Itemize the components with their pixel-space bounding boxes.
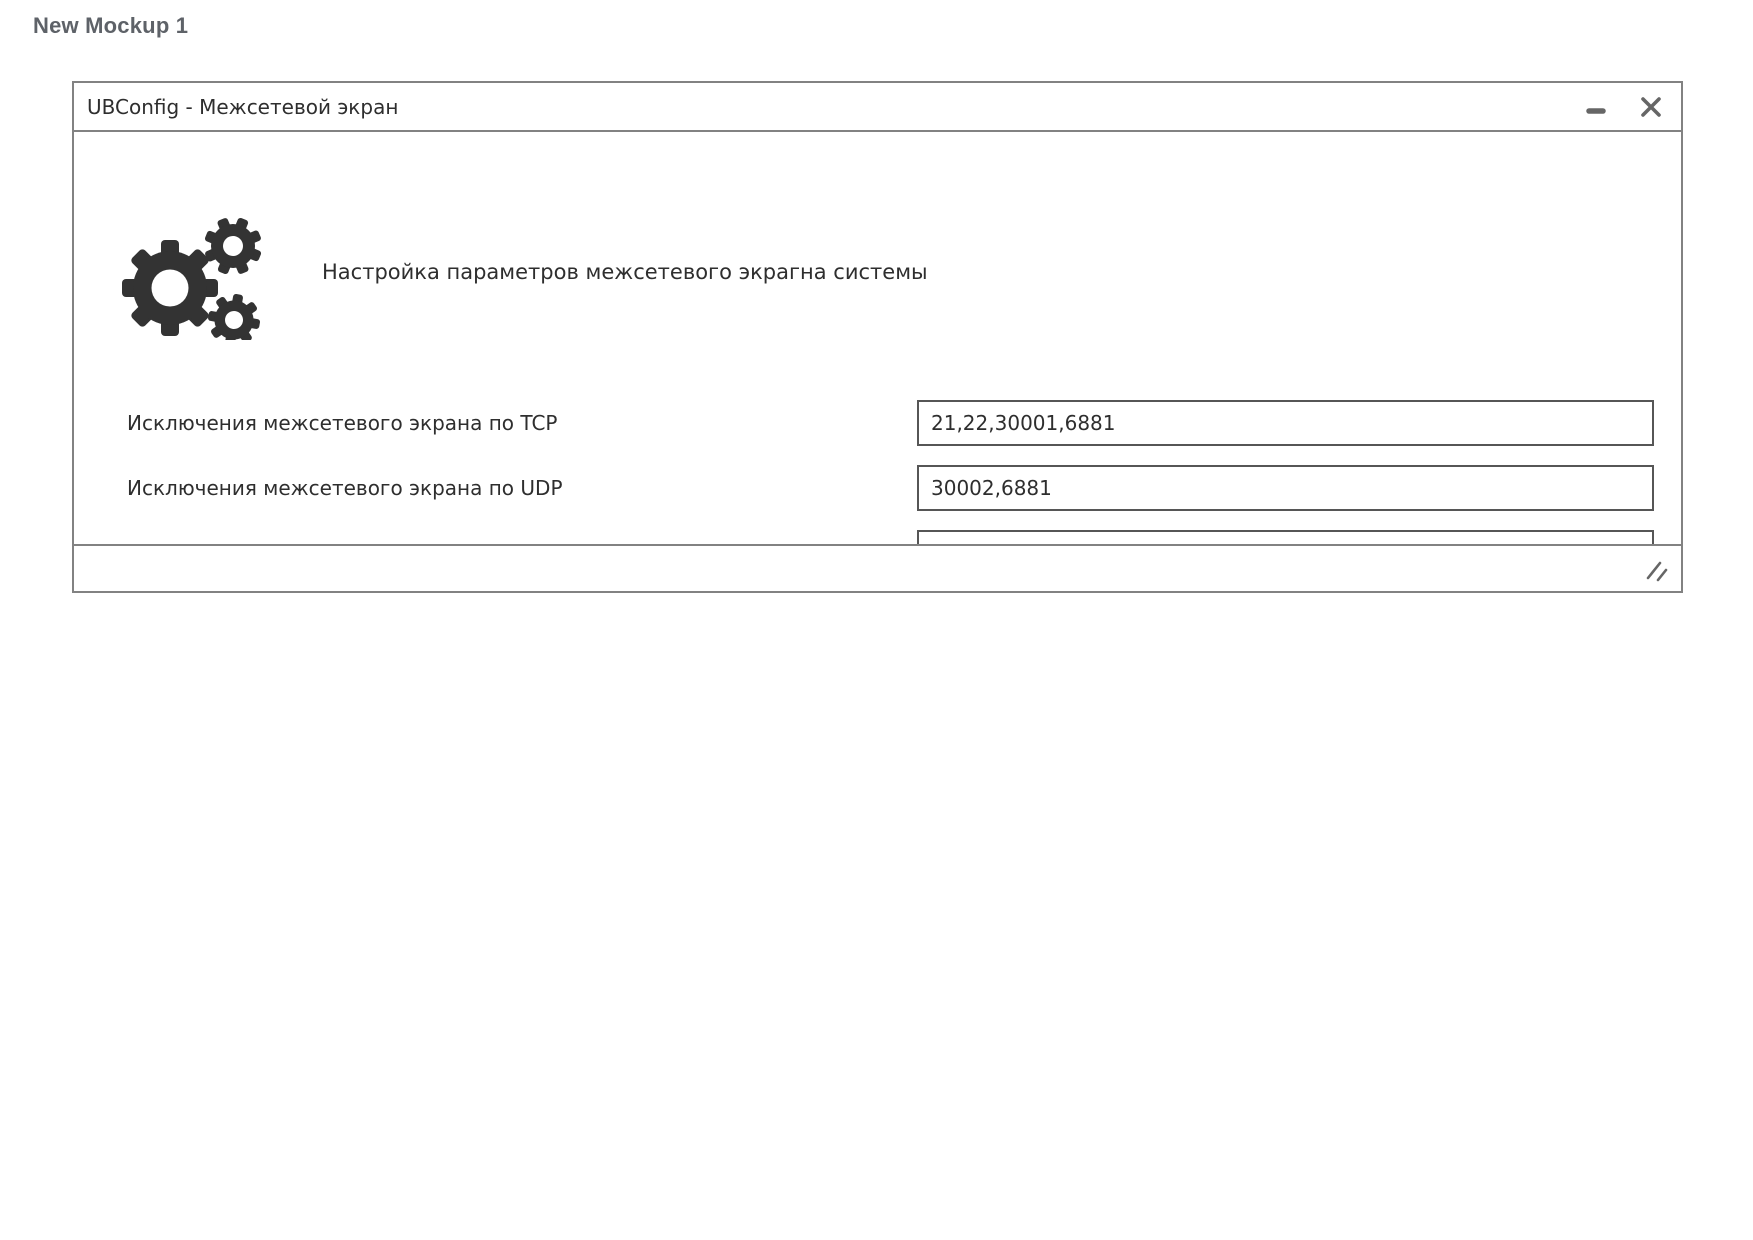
window-content [74,134,1681,544]
window-statusbar [74,544,1681,591]
page-title: New Mockup 1 [33,13,189,38]
udp-exceptions-input[interactable] [917,465,1654,511]
gears-icon [112,204,272,340]
field-row-tcp-exceptions [74,400,1681,446]
window-title: UBConfig - Межсетевой экран [87,94,399,119]
window-controls [1585,95,1663,119]
tcp-exceptions-input[interactable] [917,400,1654,446]
close-icon [1639,95,1663,119]
tcp-exceptions-label: Исключения межсетевого экрана по TCP [127,411,558,435]
window-titlebar[interactable] [74,83,1681,132]
resize-grip-icon[interactable] [1645,559,1671,583]
udp-exceptions-label: Исключения межсетевого экрана по UDP [127,476,563,500]
close-button[interactable] [1639,95,1663,119]
ubconfig-window [72,81,1683,593]
minimize-button[interactable] [1585,95,1609,119]
window-description: Настройка параметров межсетевого экрагна системы [322,260,928,284]
field-row-udp-exceptions [74,465,1681,511]
minimize-icon [1586,96,1608,118]
